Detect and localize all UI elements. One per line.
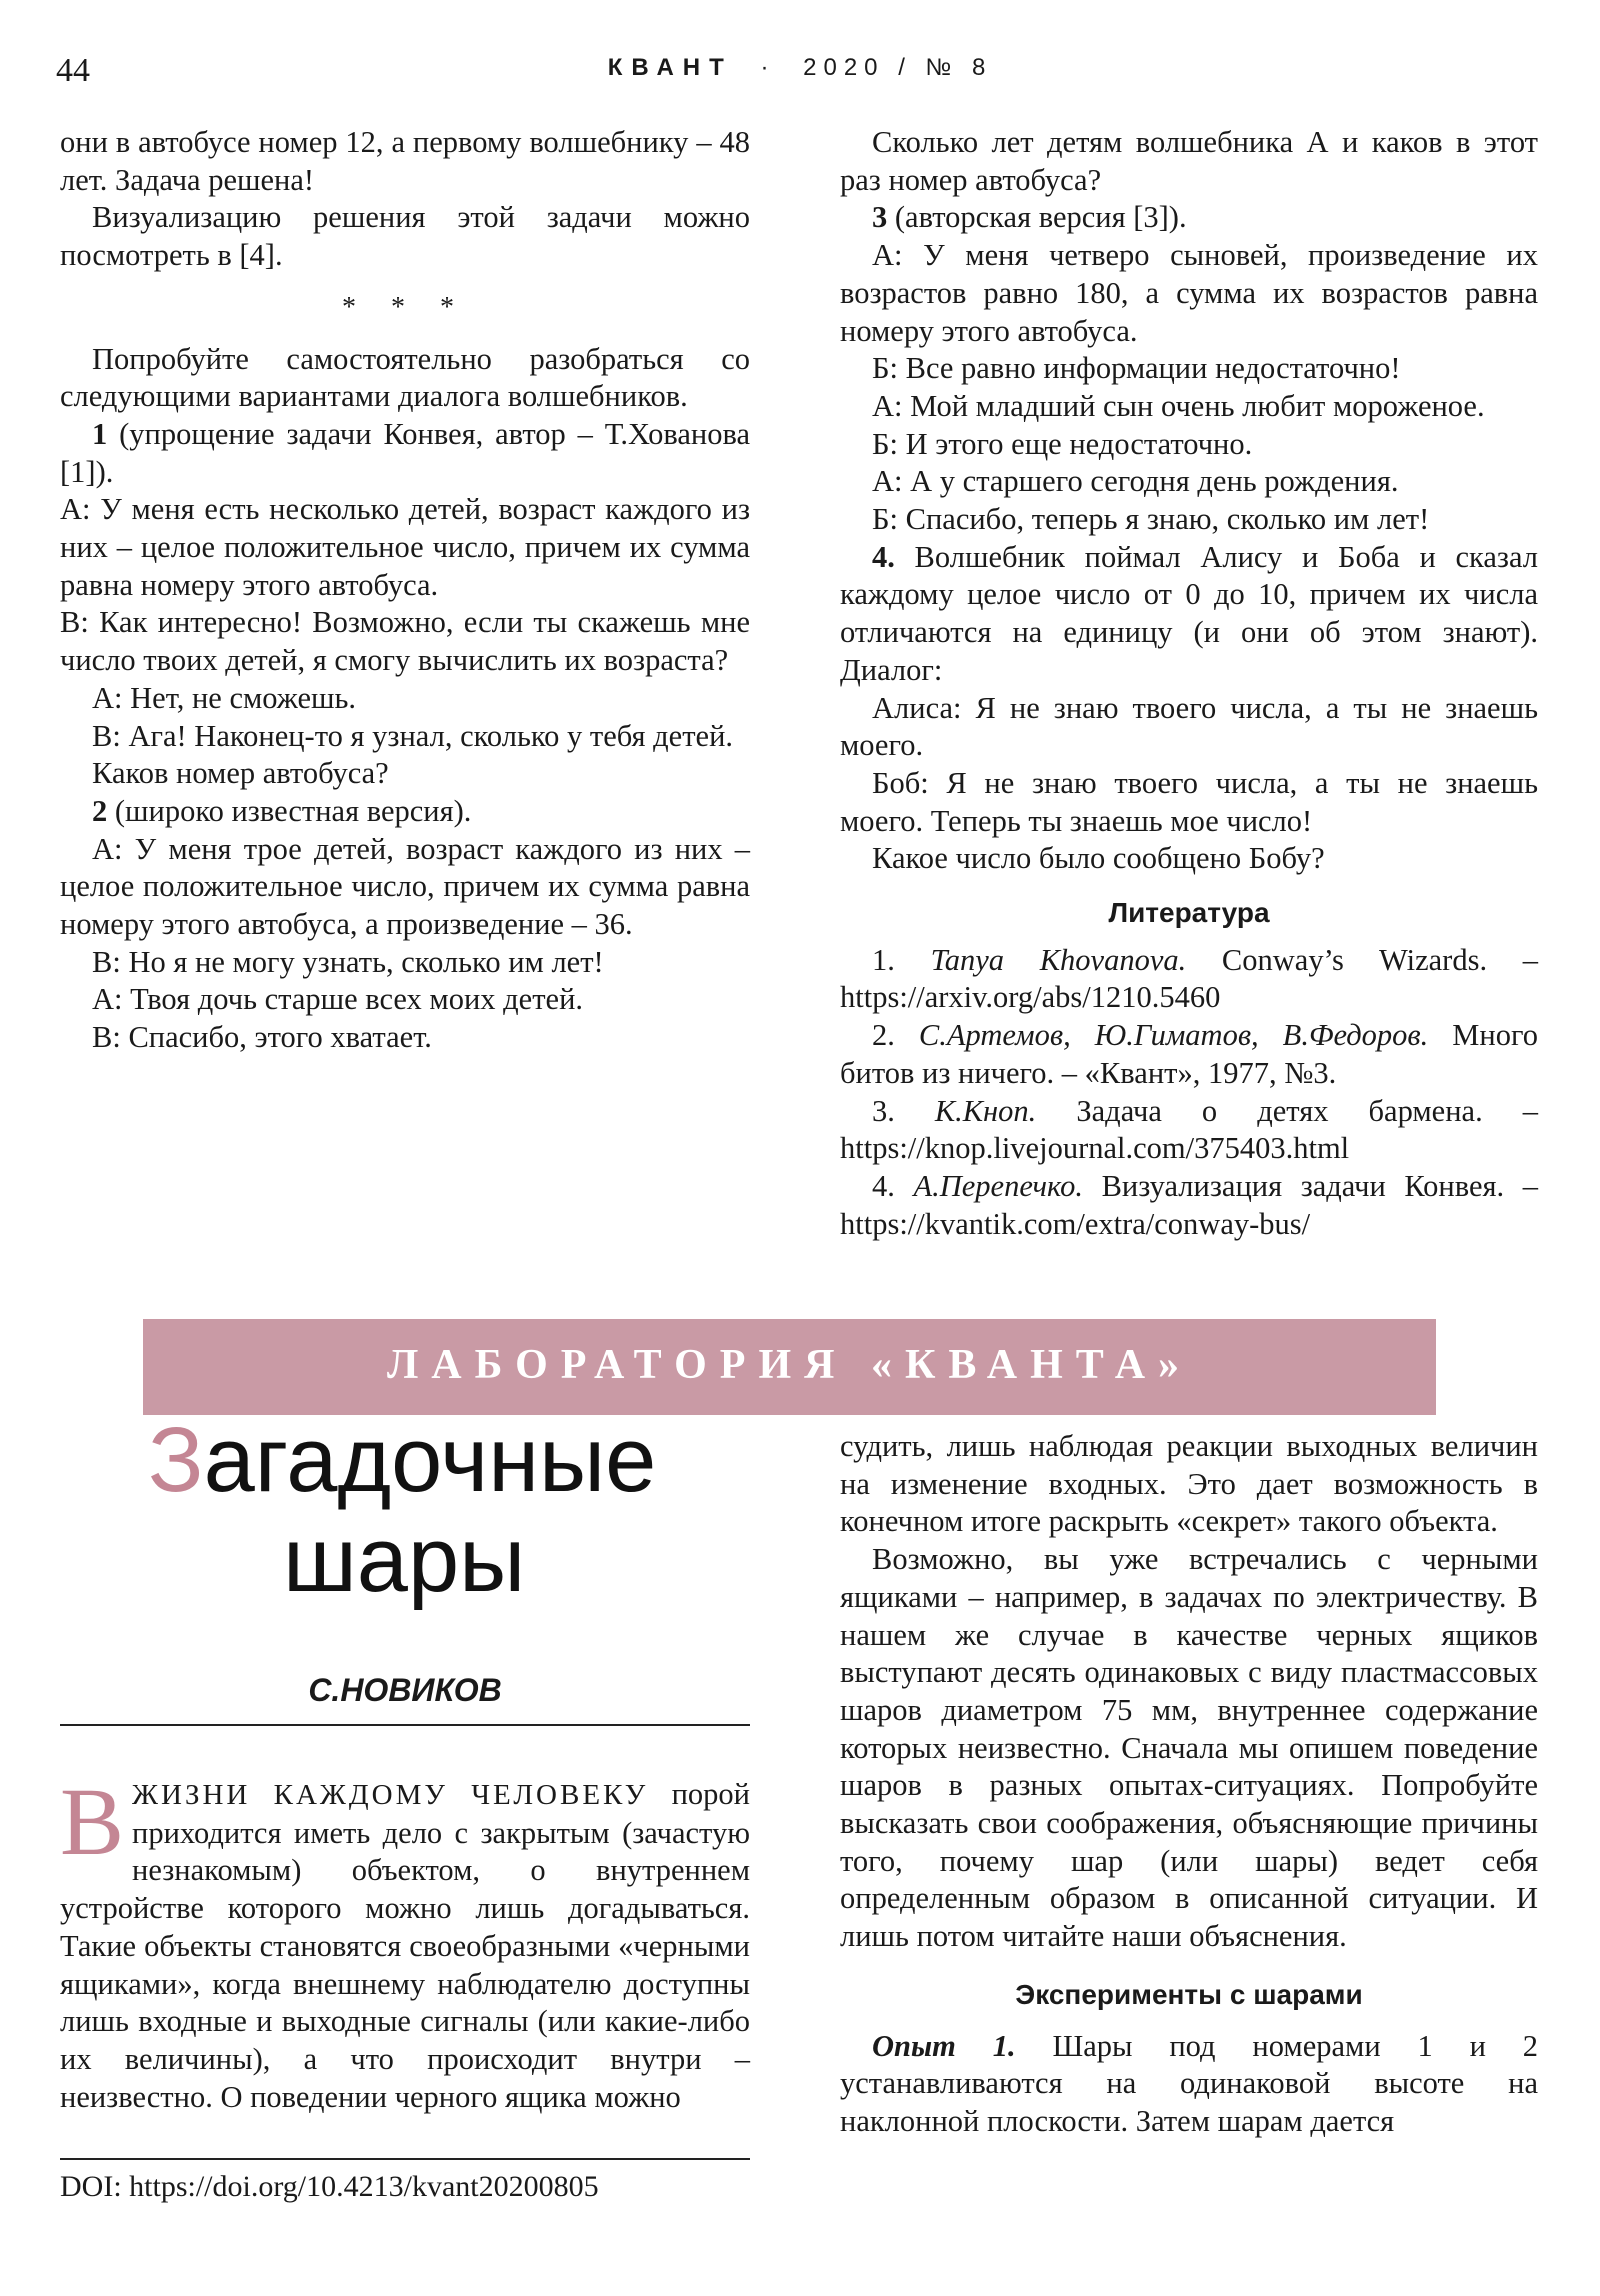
question: Какое число было сообщено Бобу? bbox=[872, 841, 1325, 876]
reference-number: 1. bbox=[872, 942, 931, 977]
variant-heading bbox=[60, 793, 750, 831]
dialog-line: А: У меня трое детей, возраст каждого из них – целое положительное число, причем их сумма равна номеру этого автобуса, а произведение – 36. bbox=[60, 831, 750, 942]
dialog-line: А: У меня четверо сыновей, произведение их возрастов равно 180, а сумма их возрастов равна номеру этого автобуса. bbox=[840, 238, 1538, 348]
paragraph: они в автобусе номер 12, а первому волшебнику – 48 лет. Задача решена! bbox=[60, 125, 750, 197]
journal-running-head bbox=[56, 54, 1544, 82]
article-left-column bbox=[60, 1768, 750, 2116]
lead-paragraph bbox=[60, 1768, 750, 2116]
lead-text: порой приходится иметь дело с закрытым (зачастую незнакомым) объектом, о внутреннем устройстве которого можно лишь догадываться. Такие объекты становятся своеобразными «черными ящиками», когда внешнему наблюдателю доступны лишь входные и выходные сигналы (или какие-либо их величины), а что происходит внутри – неизвестно. О поведении черного ящика можно bbox=[60, 1777, 750, 2114]
issue-number: 2020 / № 8 bbox=[803, 54, 993, 81]
reference-text: Conway’s Wizards. – https://arxiv.org/abs/1210.5460 bbox=[840, 942, 1539, 1015]
paragraph: судить, лишь наблюдая реакции выходных величин на изменение входных. Это дает возможность в конечном итоге раскрыть «секрет» такого объекта. bbox=[840, 1429, 1538, 1539]
variant-number: 2 bbox=[92, 793, 108, 828]
variant-heading bbox=[840, 539, 1538, 690]
lead-smallcaps: ЖИЗНИ КАЖДОМУ ЧЕЛОВЕКУ bbox=[132, 1779, 672, 1811]
dialog-line: Боб: Я не знаю твоего числа, а ты не знаешь моего. Теперь ты знаешь мое число! bbox=[840, 765, 1538, 838]
experiments-heading: Эксперименты с шарами bbox=[1015, 1978, 1363, 2010]
title-line-1: агадочные bbox=[203, 1409, 657, 1511]
experiment-text: Шары под номерами 1 и 2 устанавливаются на одинаковой высоте на наклонной плоскости. Затем шарам дается bbox=[840, 2028, 1539, 2138]
variant-note: (упрощение задачи Конвея, автор – Т.Хованова [1]). bbox=[60, 416, 750, 489]
dialog-line: В: Как интересно! Возможно, если ты скажешь мне число твоих детей, я смогу вычислить их возраста? bbox=[60, 605, 750, 678]
variant-heading bbox=[60, 416, 750, 491]
reference-item bbox=[840, 1017, 1538, 1092]
reference-item bbox=[840, 1168, 1538, 1243]
question: Каков номер автобуса? bbox=[92, 756, 389, 791]
paragraph: Возможно, вы уже встречались с черными ящиками – например, в задачах по электричеству. В нашем же случае в качестве черных ящиков выступают десять одинаковых с виду пластмассовых шаров диаметром 75 мм, внутреннее содержание которых неизвестно. Сначала мы опишем поведение шаров в разных опытах-ситуациях. Попробуйте высказать свои соображения, объясняющие причины того, почему шар (или шары) ведет себя определенным образом в описанной ситуации. И лишь потом читайте наши объяснения. bbox=[840, 1542, 1538, 1954]
section-banner bbox=[143, 1319, 1436, 1415]
question: Сколько лет детям волшебника А и каков в этот раз номер автобуса? bbox=[840, 125, 1538, 197]
dialog-line: А: Мой младший сын очень любит мороженое. bbox=[872, 388, 1485, 423]
variant-note: (авторская версия [3]). bbox=[887, 200, 1187, 235]
reference-number: 4. bbox=[872, 1168, 914, 1203]
page-header bbox=[56, 52, 1544, 98]
dialog-line: В: Спасибо, этого хватает. bbox=[92, 1020, 432, 1055]
reference-text: Много битов из ничего. – «Квант», 1977, №3. bbox=[840, 1018, 1538, 1090]
reference-text: Визуализация задачи Конвея. – https://kvantik.com/extra/conway-bus/ bbox=[840, 1168, 1539, 1241]
header-separator: · bbox=[760, 54, 776, 81]
title-initial-letter: З bbox=[148, 1409, 204, 1511]
references-list bbox=[840, 942, 1538, 1244]
article-author: С.НОВИКОВ bbox=[308, 1672, 502, 1708]
variant-number: 1 bbox=[92, 416, 108, 451]
reference-item bbox=[840, 1093, 1538, 1168]
page-number: 44 bbox=[56, 52, 90, 89]
dialog-line: В: Ага! Наконец-то я узнал, сколько у тебя детей. bbox=[92, 718, 734, 753]
dialog-line: Алиса: Я не знаю твоего числа, а ты не знаешь моего. bbox=[840, 690, 1538, 763]
paragraph: Визуализацию решения этой задачи можно посмотреть в [4]. bbox=[60, 200, 750, 273]
dialog-line: А: Нет, не сможешь. bbox=[92, 680, 357, 715]
reference-number: 3. bbox=[872, 1093, 935, 1128]
variant-heading bbox=[840, 199, 1538, 237]
variant-number: 4. bbox=[872, 539, 895, 574]
section-banner-label: ЛАБОРАТОРИЯ «КВАНТА» bbox=[386, 1342, 1193, 1388]
variant-text: Волшебник поймал Алису и Боба и сказал каждому целое число от 0 до 10, причем их числа отличаются на единицу (и они об этом знают). Диалог: bbox=[840, 539, 1538, 687]
dialog-line: А: У меня есть несколько детей, возраст каждого из них – целое положительное число, причем их сумма равна номеру этого автобуса. bbox=[60, 492, 750, 602]
reference-author: С.Артемов, Ю.Гиматов, В.Федоров. bbox=[918, 1018, 1429, 1053]
drop-cap: В bbox=[60, 1768, 125, 1875]
title-line-2: шары bbox=[283, 1509, 526, 1611]
section-separator: * * * bbox=[342, 291, 468, 323]
dialog-line: Б: Спасибо, теперь я знаю, сколько им лет! bbox=[872, 502, 1430, 537]
doi-rule bbox=[60, 2158, 750, 2160]
reference-item bbox=[840, 942, 1538, 1017]
article-title bbox=[148, 1410, 656, 1610]
author-rule bbox=[60, 1724, 750, 1726]
experiment-label: Опыт 1. bbox=[872, 2028, 1016, 2063]
left-column-top bbox=[60, 124, 750, 1057]
doi-line: DOI: https://doi.org/10.4213/kvant20200805 bbox=[60, 2170, 599, 2203]
dialog-line: А: А у старшего сегодня день рождения. bbox=[872, 464, 1399, 499]
reference-author: А.Перепечко. bbox=[913, 1168, 1083, 1203]
references-heading: Литература bbox=[1108, 897, 1270, 929]
reference-text: Задача о детях бармена. – https://knop.livejournal.com/375403.html bbox=[840, 1093, 1538, 1166]
paragraph: Попробуйте самостоятельно разобраться со следующими вариантами диалога волшебников. bbox=[60, 341, 750, 414]
variant-number: 3 bbox=[872, 200, 888, 235]
variant-note: (широко известная версия). bbox=[107, 793, 472, 828]
dialog-line: А: Твоя дочь старше всех моих детей. bbox=[92, 982, 584, 1017]
dialog-line: В: Но я не могу узнать, сколько им лет! bbox=[92, 944, 604, 979]
reference-author: Tanya Khovanova. bbox=[930, 942, 1187, 977]
right-column-top bbox=[840, 124, 1538, 1243]
experiment-paragraph bbox=[840, 2028, 1538, 2141]
journal-name: КВАНТ bbox=[607, 54, 733, 81]
reference-author: К.Кноп. bbox=[934, 1093, 1037, 1128]
dialog-line: Б: Все равно информации недостаточно! bbox=[872, 351, 1401, 386]
dialog-line: Б: И этого еще недостаточно. bbox=[872, 426, 1253, 461]
article-right-column bbox=[840, 1428, 1538, 2141]
reference-number: 2. bbox=[872, 1018, 919, 1053]
